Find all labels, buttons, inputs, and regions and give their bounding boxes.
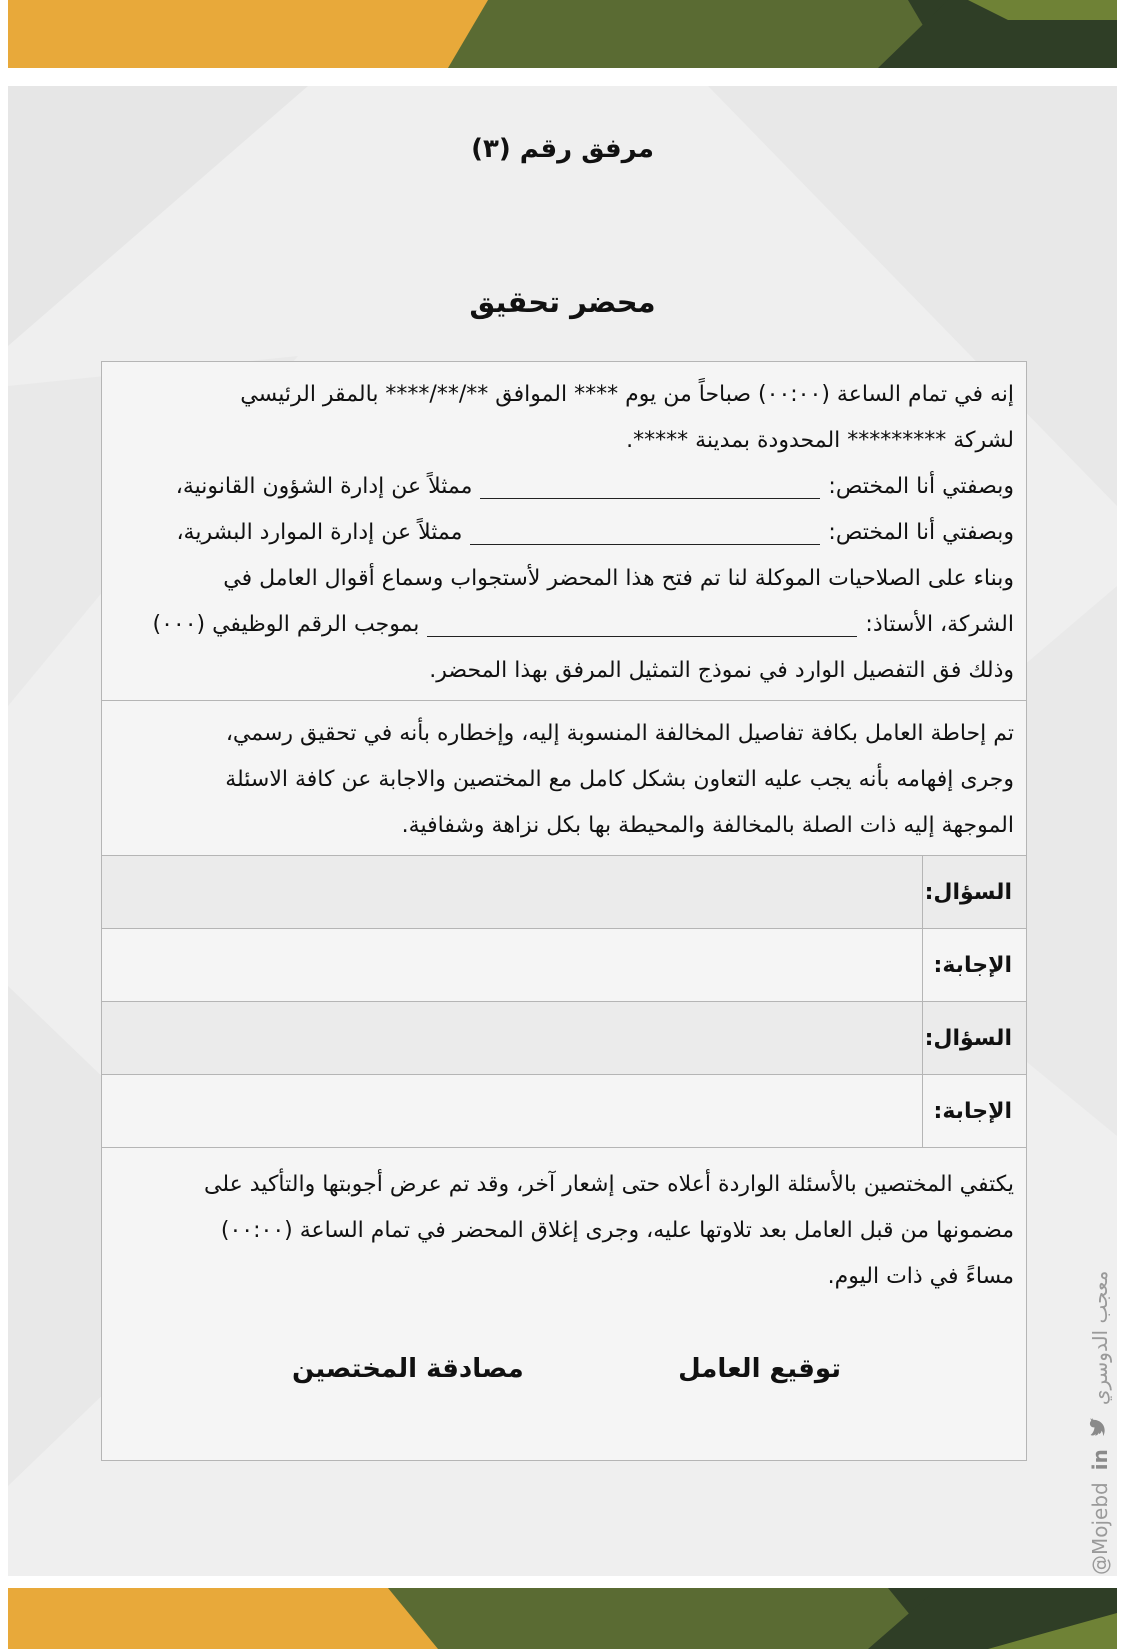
closing-section bbox=[102, 1148, 1026, 1460]
intro-line-employee bbox=[114, 602, 1014, 648]
intro-line-hr bbox=[114, 510, 1014, 556]
hr-specialist-blank[interactable] bbox=[470, 522, 820, 545]
annex-label: مرفق رقم (٣) bbox=[471, 134, 654, 164]
answer-label: الإجابة: bbox=[922, 1075, 1026, 1147]
document-page bbox=[8, 86, 1117, 1576]
question-row bbox=[102, 856, 1026, 929]
specialists-approval-label: مصادقة المختصين bbox=[292, 1354, 524, 1384]
author-watermark bbox=[1068, 1245, 1112, 1575]
specialist-label: وبصفتي أنا المختص: bbox=[828, 520, 1014, 545]
intro-line: وبناء على الصلاحيات الموكلة لنا تم فتح هذا المحضر لأستجواب وسماع أقوال العامل في bbox=[223, 566, 1014, 591]
legal-specialist-blank[interactable] bbox=[480, 476, 820, 499]
header-band bbox=[8, 0, 1117, 68]
notice-line: تم إحاطة العامل بكافة تفاصيل المخالفة المنسوبة إليه، وإخطاره بأنه في تحقيق رسمي، bbox=[225, 721, 1014, 746]
band-yellow bbox=[8, 1588, 438, 1649]
specialist-label: وبصفتي أنا المختص: bbox=[828, 474, 1014, 499]
answer-field[interactable] bbox=[102, 1075, 922, 1147]
closing-line: مضمونها من قبل العامل بعد تلاوتها عليه، وجرى إغلاق المحضر في تمام الساعة (٠٠:٠٠) bbox=[220, 1218, 1014, 1243]
intro-line: لشركة ********* المحدودة بمدينة *****. bbox=[626, 428, 1014, 453]
band-yellow bbox=[8, 0, 488, 68]
question-label: السؤال: bbox=[922, 1002, 1026, 1074]
intro-section bbox=[102, 362, 1026, 701]
answer-label: الإجابة: bbox=[922, 929, 1026, 1001]
question-field[interactable] bbox=[102, 1002, 922, 1074]
employee-number-text: بموجب الرقم الوظيفي (٠٠٠) bbox=[152, 612, 420, 637]
intro-line: وذلك فق التفصيل الوارد في نموذج التمثيل المرفق بهذا المحضر. bbox=[429, 658, 1014, 683]
footer-band bbox=[8, 1588, 1117, 1649]
linkedin-icon: in bbox=[1088, 1449, 1112, 1471]
worker-signature-label: توقيع العامل bbox=[678, 1354, 841, 1384]
intro-line: إنه في تمام الساعة (٠٠:٠٠) صباحاً من يوم **** الموافق **/**/**** بالمقر الرئيسي bbox=[240, 382, 1014, 407]
investigation-form bbox=[101, 361, 1027, 1461]
notice-line: الموجهة إليه ذات الصلة بالمخالفة والمحيطة بها بكل نزاهة وشفافية. bbox=[401, 813, 1014, 838]
document-title: محضر تحقيق bbox=[469, 285, 656, 319]
question-field[interactable] bbox=[102, 856, 922, 928]
twitter-icon bbox=[1088, 1417, 1112, 1437]
legal-representative-text: ممثلاً عن إدارة الشؤون القانونية، bbox=[175, 474, 473, 499]
notice-section bbox=[102, 701, 1026, 856]
watermark-handle: @Mojebd bbox=[1088, 1482, 1112, 1575]
answer-row bbox=[102, 1075, 1026, 1148]
question-label: السؤال: bbox=[922, 856, 1026, 928]
closing-line: يكتفي المختصين بالأسئلة الواردة أعلاه حتى إشعار آخر، وقد تم عرض أجوبتها والتأكيد على bbox=[204, 1172, 1014, 1197]
closing-line: مساءً في ذات اليوم. bbox=[827, 1264, 1014, 1289]
notice-line: وجرى إفهامه بأنه يجب عليه التعاون بشكل كامل مع المختصين والاجابة عن كافة الاسئلة bbox=[225, 767, 1014, 792]
answer-field[interactable] bbox=[102, 929, 922, 1001]
employee-name-blank[interactable] bbox=[427, 614, 857, 637]
answer-row bbox=[102, 929, 1026, 1002]
hr-representative-text: ممثلاً عن إدارة الموارد البشرية، bbox=[176, 520, 463, 545]
intro-line-legal bbox=[114, 464, 1014, 510]
employee-label: الشركة، الأستاذ: bbox=[865, 612, 1014, 637]
watermark-name: معجب الدوسري bbox=[1088, 1270, 1112, 1406]
question-row bbox=[102, 1002, 1026, 1075]
